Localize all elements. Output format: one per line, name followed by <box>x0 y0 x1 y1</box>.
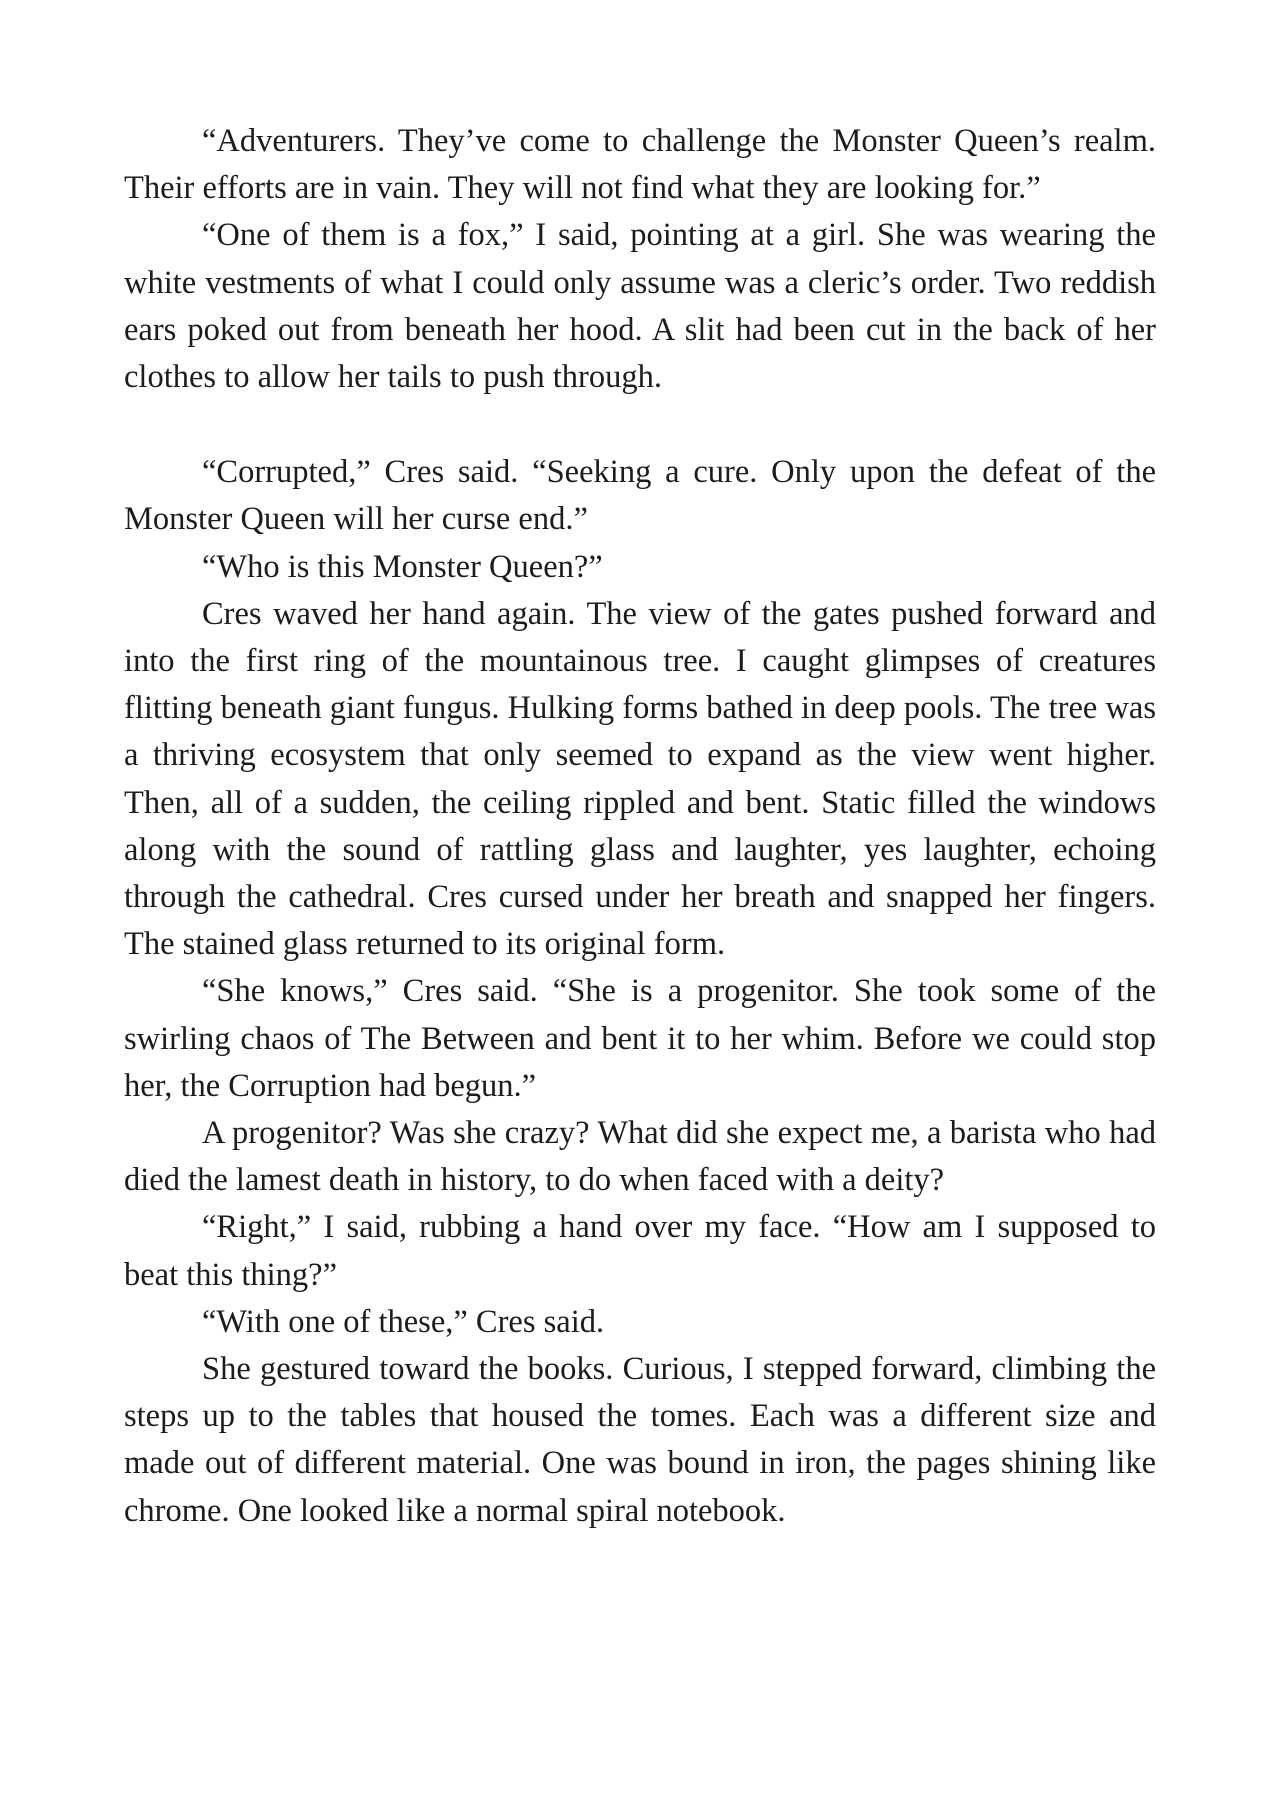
paragraph: “One of them is a fox,” I said, pointing at a girl. She was wearing the white vestments of what I could only assume was a cleric’s order. Two reddish ears poked out from beneath her hood. A slit had been cut in the back of her clothes to allow her tails to push through. <box>124 217 1156 396</box>
paragraph: “Adventurers. They’ve come to challenge the Monster Queen’s realm. Their efforts are in vain. They will not find what they are looking for.” <box>124 123 1156 207</box>
paragraph: “Corrupted,” Cres said. “Seeking a cure. Only upon the defeat of the Monster Queen will her curse end.” <box>124 454 1156 538</box>
body-text <box>124 118 1156 1535</box>
paragraph: “With one of these,” Cres said. <box>202 1303 605 1340</box>
paragraph: “Who is this Monster Queen?” <box>202 548 603 585</box>
paragraph: Cres waved her hand again. The view of the gates pushed forward and into the first ring of the mountainous tree. I caught glimpses of creatures flitting beneath giant fungus. Hulking forms bathed in deep pools. The tree was a thriving ecosystem that only seemed to expand as the view went higher. Then, all of a sudden, the ceiling rippled and bent. Static filled the windows along with the sound of rattling glass and laughter, yes laughter, echoing through the cathedral. Cres cursed under her breath and snapped her fingers. The stained glass returned to its original form. <box>124 595 1156 963</box>
paragraph: A progenitor? Was she crazy? What did she expect me, a barista who had died the lamest death in history, to do when faced with a deity? <box>124 1115 1156 1199</box>
paragraph: “She knows,” Cres said. “She is a progenitor. She took some of the swirling chaos of The Between and bent it to her whim. Before we could stop her, the Corruption had begun.” <box>124 973 1156 1104</box>
paragraph: She gestured toward the books. Curious, I stepped forward, climbing the steps up to the tables that housed the tomes. Each was a different size and made out of different material. One was bound in iron, the pages shining like chrome. One looked like a normal spiral notebook. <box>124 1351 1156 1529</box>
paragraph: “Right,” I said, rubbing a hand over my face. “How am I supposed to beat this thing?” <box>124 1209 1156 1293</box>
